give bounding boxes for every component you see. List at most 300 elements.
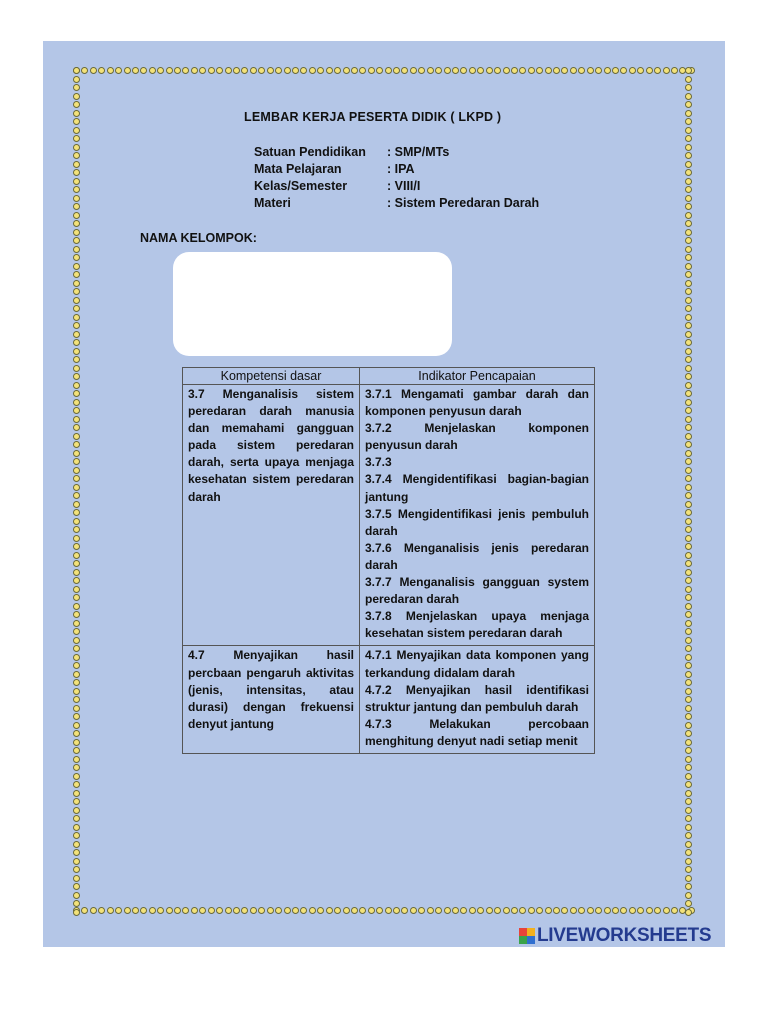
bead-ornament: [267, 907, 274, 914]
bead-ornament: [486, 907, 493, 914]
bead-ornament: [73, 577, 80, 584]
bead-ornament: [90, 907, 97, 914]
bead-ornament: [685, 849, 692, 856]
indicator-cell: [360, 646, 595, 754]
border-right: [685, 67, 695, 917]
bead-ornament: [685, 662, 692, 669]
column-header-indicators: Indikator Pencapaian: [360, 368, 595, 385]
bead-ornament: [595, 907, 602, 914]
bead-ornament: [326, 67, 333, 74]
bead-ornament: [685, 492, 692, 499]
bead-ornament: [157, 67, 164, 74]
bead-ornament: [545, 907, 552, 914]
bead-ornament: [435, 67, 442, 74]
bead-ornament: [685, 756, 692, 763]
bead-ornament: [73, 866, 80, 873]
bead-ornament: [73, 739, 80, 746]
bead-ornament: [73, 331, 80, 338]
liveworksheets-watermark[interactable]: [519, 925, 711, 947]
bead-ornament: [73, 722, 80, 729]
bead-ornament: [685, 356, 692, 363]
bead-ornament: [685, 467, 692, 474]
bead-ornament: [685, 900, 692, 907]
bead-ornament: [685, 220, 692, 227]
bead-ornament: [73, 798, 80, 805]
bead-ornament: [685, 161, 692, 168]
bead-ornament: [73, 637, 80, 644]
bead-ornament: [685, 203, 692, 210]
bead-ornament: [685, 195, 692, 202]
bead-ornament: [73, 382, 80, 389]
bead-ornament: [685, 739, 692, 746]
bead-ornament: [73, 713, 80, 720]
bead-ornament: [166, 67, 173, 74]
bead-ornament: [233, 67, 240, 74]
bead-ornament: [174, 67, 181, 74]
bead-ornament: [685, 807, 692, 814]
bead-ornament: [685, 909, 692, 916]
border-left: [73, 67, 83, 917]
bead-ornament: [393, 67, 400, 74]
bead-ornament: [536, 907, 543, 914]
bead-ornament: [578, 907, 585, 914]
bead-ornament: [73, 110, 80, 117]
bead-ornament: [73, 441, 80, 448]
indicator-item: 3.7.1 Mengamati gambar darah dan komponen penyusun darah: [365, 387, 589, 419]
bead-ornament: [359, 67, 366, 74]
info-label: Mata Pelajaran: [254, 162, 342, 176]
bead-ornament: [685, 339, 692, 346]
info-value: : SMP/MTs: [387, 145, 450, 159]
worksheet-title: LEMBAR KERJA PESERTA DIDIK ( LKPD ): [244, 110, 502, 124]
border-bottom: [73, 907, 695, 917]
bead-ornament: [685, 543, 692, 550]
bead-ornament: [73, 433, 80, 440]
bead-ornament: [685, 824, 692, 831]
bead-ornament: [73, 696, 80, 703]
bead-ornament: [73, 101, 80, 108]
bead-ornament: [553, 907, 560, 914]
bead-ornament: [149, 67, 156, 74]
bead-ornament: [663, 907, 670, 914]
bead-ornament: [73, 705, 80, 712]
table-header-row: [183, 368, 595, 385]
bead-ornament: [241, 907, 248, 914]
bead-ornament: [107, 67, 114, 74]
bead-ornament: [685, 603, 692, 610]
bead-ornament: [309, 907, 316, 914]
bead-ornament: [685, 611, 692, 618]
bead-ornament: [385, 67, 392, 74]
bead-ornament: [73, 399, 80, 406]
bead-ornament: [267, 67, 274, 74]
table-row: [183, 385, 595, 646]
bead-ornament: [685, 688, 692, 695]
bead-ornament: [685, 246, 692, 253]
bead-ornament: [73, 127, 80, 134]
bead-ornament: [685, 416, 692, 423]
info-value: : IPA: [387, 162, 415, 176]
bead-ornament: [73, 314, 80, 321]
bead-ornament: [73, 450, 80, 457]
bead-ornament: [685, 280, 692, 287]
bead-ornament: [460, 907, 467, 914]
bead-ornament: [637, 907, 644, 914]
bead-ornament: [115, 67, 122, 74]
indicator-cell: [360, 385, 595, 646]
bead-ornament: [685, 866, 692, 873]
bead-ornament: [73, 237, 80, 244]
bead-ornament: [351, 907, 358, 914]
bead-ornament: [685, 152, 692, 159]
bead-ornament: [685, 382, 692, 389]
bead-ornament: [685, 76, 692, 83]
bead-ornament: [685, 390, 692, 397]
bead-ornament: [73, 518, 80, 525]
bead-ornament: [685, 526, 692, 533]
bead-ornament: [663, 67, 670, 74]
bead-ornament: [73, 186, 80, 193]
bead-ornament: [73, 407, 80, 414]
bead-ornament: [685, 892, 692, 899]
bead-ornament: [685, 569, 692, 576]
bead-ornament: [685, 518, 692, 525]
bead-ornament: [73, 756, 80, 763]
bead-ornament: [685, 93, 692, 100]
bead-ornament: [73, 679, 80, 686]
bead-ornament: [685, 747, 692, 754]
bead-ornament: [174, 907, 181, 914]
bead-ornament: [73, 594, 80, 601]
bead-ornament: [685, 713, 692, 720]
bead-ornament: [620, 67, 627, 74]
bead-ornament: [685, 858, 692, 865]
info-row: [254, 195, 539, 212]
bead-ornament: [73, 161, 80, 168]
bead-ornament: [685, 637, 692, 644]
bead-ornament: [452, 67, 459, 74]
bead-ornament: [685, 424, 692, 431]
bead-ornament: [578, 67, 585, 74]
bead-ornament: [73, 611, 80, 618]
bead-ornament: [73, 509, 80, 516]
bead-ornament: [241, 67, 248, 74]
indicator-item: 4.7.2 Menyajikan hasil identifikasi struktur jantung dan pembuluh darah: [365, 682, 589, 714]
bead-ornament: [73, 356, 80, 363]
bead-ornament: [385, 907, 392, 914]
bead-ornament: [73, 93, 80, 100]
bead-ornament: [73, 76, 80, 83]
indicator-item: 4.7.3 Melakukan percobaan menghitung denyut nadi setiap menit: [365, 716, 589, 748]
bead-ornament: [604, 67, 611, 74]
bead-ornament: [503, 907, 510, 914]
bead-ornament: [418, 67, 425, 74]
bead-ornament: [612, 907, 619, 914]
bead-ornament: [427, 907, 434, 914]
bead-ornament: [115, 907, 122, 914]
column-header-kd: Kompetensi dasar: [183, 368, 360, 385]
bead-ornament: [685, 271, 692, 278]
bead-ornament: [73, 475, 80, 482]
bead-ornament: [73, 900, 80, 907]
bead-ornament: [620, 907, 627, 914]
bead-ornament: [685, 484, 692, 491]
bead-ornament: [73, 858, 80, 865]
worksheet-page: [43, 41, 725, 947]
bead-ornament: [528, 67, 535, 74]
info-value: : Sistem Peredaran Darah: [387, 196, 540, 210]
bead-ornament: [685, 883, 692, 890]
bead-ornament: [351, 67, 358, 74]
group-name-input[interactable]: [173, 252, 452, 356]
bead-ornament: [685, 229, 692, 236]
bead-ornament: [685, 798, 692, 805]
bead-ornament: [685, 875, 692, 882]
bead-ornament: [511, 907, 518, 914]
bead-ornament: [73, 152, 80, 159]
bead-ornament: [561, 67, 568, 74]
bead-ornament: [317, 907, 324, 914]
bead-ornament: [685, 212, 692, 219]
bead-ornament: [73, 832, 80, 839]
bead-ornament: [444, 907, 451, 914]
bead-ornament: [73, 484, 80, 491]
bead-ornament: [685, 628, 692, 635]
bead-ornament: [258, 67, 265, 74]
bead-ornament: [73, 203, 80, 210]
bead-ornament: [685, 118, 692, 125]
bead-ornament: [73, 671, 80, 678]
bead-ornament: [73, 841, 80, 848]
bead-ornament: [685, 594, 692, 601]
bead-ornament: [469, 907, 476, 914]
bead-ornament: [570, 907, 577, 914]
indicator-item: 3.7.8 Menjelaskan upaya menjaga kesehatan sistem peredaran darah: [365, 609, 589, 641]
watermark-text: LIVEWORKSHEETS: [537, 925, 712, 946]
bead-ornament: [685, 620, 692, 627]
bead-ornament: [685, 348, 692, 355]
competency-table: [182, 367, 595, 754]
bead-ornament: [149, 907, 156, 914]
bead-ornament: [452, 907, 459, 914]
bead-ornament: [685, 84, 692, 91]
border-top: [73, 67, 695, 77]
bead-ornament: [157, 907, 164, 914]
bead-ornament: [460, 67, 467, 74]
bead-ornament: [199, 67, 206, 74]
bead-ornament: [343, 67, 350, 74]
bead-ornament: [317, 67, 324, 74]
bead-ornament: [685, 110, 692, 117]
bead-ornament: [401, 67, 408, 74]
bead-ornament: [199, 907, 206, 914]
bead-ornament: [637, 67, 644, 74]
bead-ornament: [73, 662, 80, 669]
bead-ornament: [98, 67, 105, 74]
bead-ornament: [587, 67, 594, 74]
bead-ornament: [646, 67, 653, 74]
bead-ornament: [685, 722, 692, 729]
bead-ornament: [685, 509, 692, 516]
bead-ornament: [98, 907, 105, 914]
bead-ornament: [124, 907, 131, 914]
bead-ornament: [132, 907, 139, 914]
bead-ornament: [685, 475, 692, 482]
indicator-item: 3.7.3: [365, 455, 392, 470]
bead-ornament: [418, 907, 425, 914]
bead-ornament: [73, 467, 80, 474]
bead-ornament: [427, 67, 434, 74]
indicator-item: 3.7.6 Menganalisis jenis peredaran darah: [365, 540, 589, 572]
bead-ornament: [685, 764, 692, 771]
bead-ornament: [685, 560, 692, 567]
bead-ornament: [73, 365, 80, 372]
bead-ornament: [685, 450, 692, 457]
bead-ornament: [519, 67, 526, 74]
indicator-item: 3.7.4 Mengidentifikasi bagian-bagian jantung: [365, 472, 589, 504]
bead-ornament: [73, 390, 80, 397]
bead-ornament: [685, 441, 692, 448]
bead-ornament: [553, 67, 560, 74]
bead-ornament: [166, 907, 173, 914]
bead-ornament: [685, 458, 692, 465]
bead-ornament: [685, 237, 692, 244]
bead-ornament: [343, 907, 350, 914]
bead-ornament: [393, 907, 400, 914]
bead-ornament: [233, 907, 240, 914]
bead-ornament: [685, 832, 692, 839]
bead-ornament: [685, 288, 692, 295]
bead-ornament: [685, 331, 692, 338]
bead-ornament: [73, 288, 80, 295]
bead-ornament: [685, 815, 692, 822]
bead-ornament: [191, 67, 198, 74]
bead-ornament: [477, 67, 484, 74]
bead-ornament: [73, 569, 80, 576]
bead-ornament: [685, 671, 692, 678]
bead-ornament: [685, 696, 692, 703]
bead-ornament: [73, 807, 80, 814]
bead-ornament: [191, 907, 198, 914]
bead-ornament: [73, 764, 80, 771]
bead-ornament: [511, 67, 518, 74]
bead-ornament: [685, 654, 692, 661]
bead-ornament: [284, 67, 291, 74]
bead-ornament: [612, 67, 619, 74]
bead-ornament: [73, 730, 80, 737]
bead-ornament: [73, 373, 80, 380]
bead-ornament: [73, 603, 80, 610]
bead-ornament: [685, 679, 692, 686]
bead-ornament: [629, 907, 636, 914]
bead-ornament: [486, 67, 493, 74]
bead-ornament: [671, 907, 678, 914]
bead-ornament: [140, 67, 147, 74]
bead-ornament: [545, 67, 552, 74]
bead-ornament: [73, 773, 80, 780]
bead-ornament: [73, 790, 80, 797]
indicator-item: 3.7.5 Mengidentifikasi jenis pembuluh darah: [365, 506, 589, 538]
bead-ornament: [685, 645, 692, 652]
bead-ornament: [73, 620, 80, 627]
bead-ornament: [250, 67, 257, 74]
bead-ornament: [73, 178, 80, 185]
bead-ornament: [182, 907, 189, 914]
bead-ornament: [685, 399, 692, 406]
bead-ornament: [73, 747, 80, 754]
bead-ornament: [685, 186, 692, 193]
group-name-label: NAMA KELOMPOK:: [140, 231, 257, 245]
bead-ornament: [73, 339, 80, 346]
bead-ornament: [519, 907, 526, 914]
info-row: [254, 178, 539, 195]
info-row: [254, 161, 539, 178]
bead-ornament: [685, 144, 692, 151]
bead-ornament: [73, 492, 80, 499]
bead-ornament: [73, 424, 80, 431]
bead-ornament: [275, 907, 282, 914]
bead-ornament: [494, 907, 501, 914]
bead-ornament: [595, 67, 602, 74]
bead-ornament: [604, 907, 611, 914]
bead-ornament: [73, 220, 80, 227]
bead-ornament: [444, 67, 451, 74]
bead-ornament: [570, 67, 577, 74]
kd-cell: 4.7 Menyajikan hasil percbaan pengaruh aktivitas (jenis, intensitas, atau durasi) dengan frekuensi denyut jantung: [183, 646, 360, 754]
bead-ornament: [671, 67, 678, 74]
bead-ornament: [685, 135, 692, 142]
bead-ornament: [73, 892, 80, 899]
bead-ornament: [225, 907, 232, 914]
bead-ornament: [73, 688, 80, 695]
bead-ornament: [132, 67, 139, 74]
bead-ornament: [73, 654, 80, 661]
bead-ornament: [73, 271, 80, 278]
bead-ornament: [73, 535, 80, 542]
bead-ornament: [646, 907, 653, 914]
bead-ornament: [469, 67, 476, 74]
bead-ornament: [376, 67, 383, 74]
bead-ornament: [685, 773, 692, 780]
bead-ornament: [73, 526, 80, 533]
liveworksheets-logo-icon: [519, 928, 535, 944]
bead-ornament: [73, 212, 80, 219]
bead-ornament: [73, 305, 80, 312]
bead-ornament: [685, 433, 692, 440]
bead-ornament: [326, 907, 333, 914]
info-label: Kelas/Semester: [254, 179, 348, 193]
bead-ornament: [435, 907, 442, 914]
bead-ornament: [73, 169, 80, 176]
bead-ornament: [124, 67, 131, 74]
bead-ornament: [685, 577, 692, 584]
bead-ornament: [654, 907, 661, 914]
bead-ornament: [73, 875, 80, 882]
bead-ornament: [258, 907, 265, 914]
bead-ornament: [503, 67, 510, 74]
bead-ornament: [73, 229, 80, 236]
bead-ornament: [685, 730, 692, 737]
bead-ornament: [401, 907, 408, 914]
bead-ornament: [73, 195, 80, 202]
bead-ornament: [685, 127, 692, 134]
info-label: Materi: [254, 196, 291, 210]
bead-ornament: [250, 907, 257, 914]
bead-ornament: [410, 907, 417, 914]
bead-ornament: [685, 178, 692, 185]
bead-ornament: [685, 790, 692, 797]
bead-ornament: [73, 67, 80, 74]
